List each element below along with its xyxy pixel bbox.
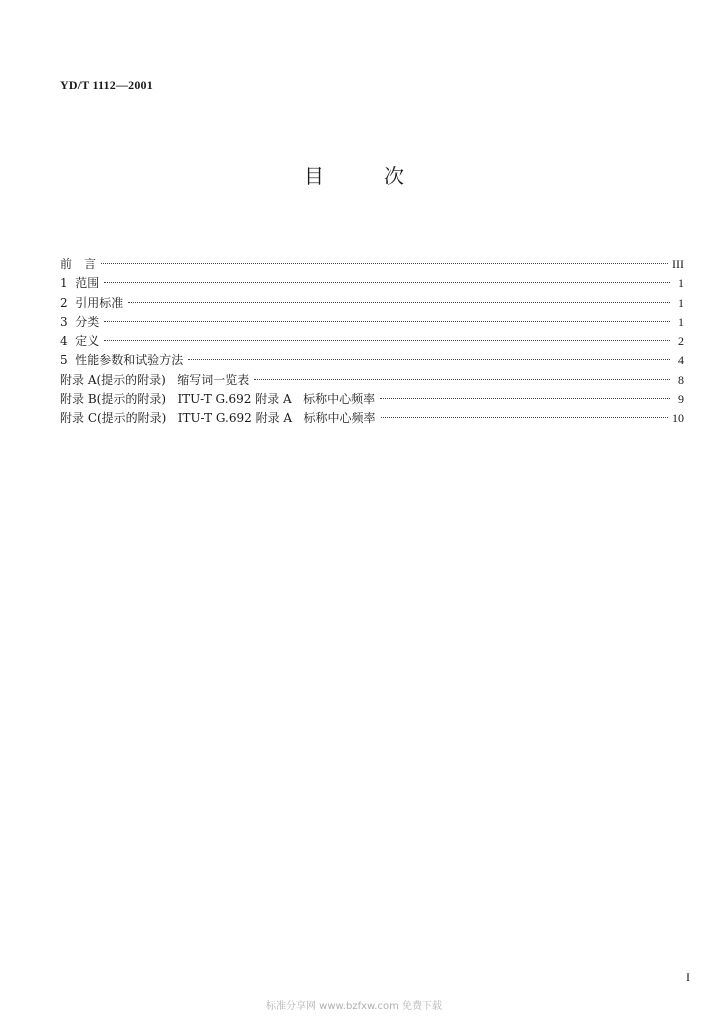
toc-entry-page: 10 bbox=[672, 411, 684, 426]
toc-entry-label: 1 范围 bbox=[60, 276, 100, 291]
toc-entry-page: III bbox=[672, 257, 684, 271]
dot-leader bbox=[381, 417, 668, 418]
toc-entry-label: 附录 A(提示的附录) 缩写词一览表 bbox=[60, 372, 250, 387]
toc-entry-label: 3 分类 bbox=[60, 314, 100, 329]
toc-entry[interactable] bbox=[60, 409, 684, 428]
toc-entry[interactable] bbox=[60, 332, 684, 351]
dot-leader bbox=[188, 359, 670, 360]
toc-entry-page: 1 bbox=[678, 276, 684, 291]
dot-leader bbox=[104, 340, 670, 341]
dot-leader bbox=[104, 282, 670, 283]
toc-entry-label: 2 引用标准 bbox=[60, 295, 124, 310]
toc-entry-page: 1 bbox=[678, 295, 684, 310]
dot-leader bbox=[104, 321, 670, 322]
toc-entry-page: 8 bbox=[678, 372, 684, 387]
document-code: YD/T 1112—2001 bbox=[60, 78, 153, 92]
watermark-text: 标准分享网 www.bzfxw.com 免费下载 bbox=[266, 1001, 442, 1012]
toc-entry[interactable] bbox=[60, 390, 684, 409]
dot-leader bbox=[380, 398, 670, 399]
toc-entry[interactable] bbox=[60, 274, 684, 293]
dot-leader bbox=[128, 302, 670, 303]
table-of-contents bbox=[60, 255, 684, 429]
toc-entry[interactable] bbox=[60, 371, 684, 390]
toc-entry-page: 4 bbox=[678, 353, 684, 368]
toc-entry[interactable] bbox=[60, 294, 684, 313]
toc-entry-label: 附录 C(提示的附录) ITU-T G.692 附录 A 标称中心频率 bbox=[60, 411, 376, 426]
toc-entry[interactable] bbox=[60, 255, 684, 274]
toc-entry-label: 5 性能参数和试验方法 bbox=[60, 353, 184, 368]
toc-entry-label: 4 定义 bbox=[60, 334, 100, 349]
page-number: I bbox=[686, 970, 690, 984]
title-char-1: 目 bbox=[304, 164, 324, 188]
toc-entry[interactable] bbox=[60, 313, 684, 332]
page-title bbox=[0, 160, 708, 189]
toc-entry-page: 1 bbox=[678, 314, 684, 329]
toc-entry[interactable] bbox=[60, 351, 684, 370]
title-char-2: 次 bbox=[384, 164, 404, 188]
dot-leader bbox=[254, 379, 670, 380]
toc-entry-label: 附录 B(提示的附录) ITU-T G.692 附录 A 标称中心频率 bbox=[60, 392, 376, 407]
toc-entry-label: 前 言 bbox=[60, 257, 97, 271]
toc-entry-page: 9 bbox=[678, 392, 684, 407]
toc-entry-page: 2 bbox=[678, 334, 684, 349]
dot-leader bbox=[101, 263, 668, 264]
